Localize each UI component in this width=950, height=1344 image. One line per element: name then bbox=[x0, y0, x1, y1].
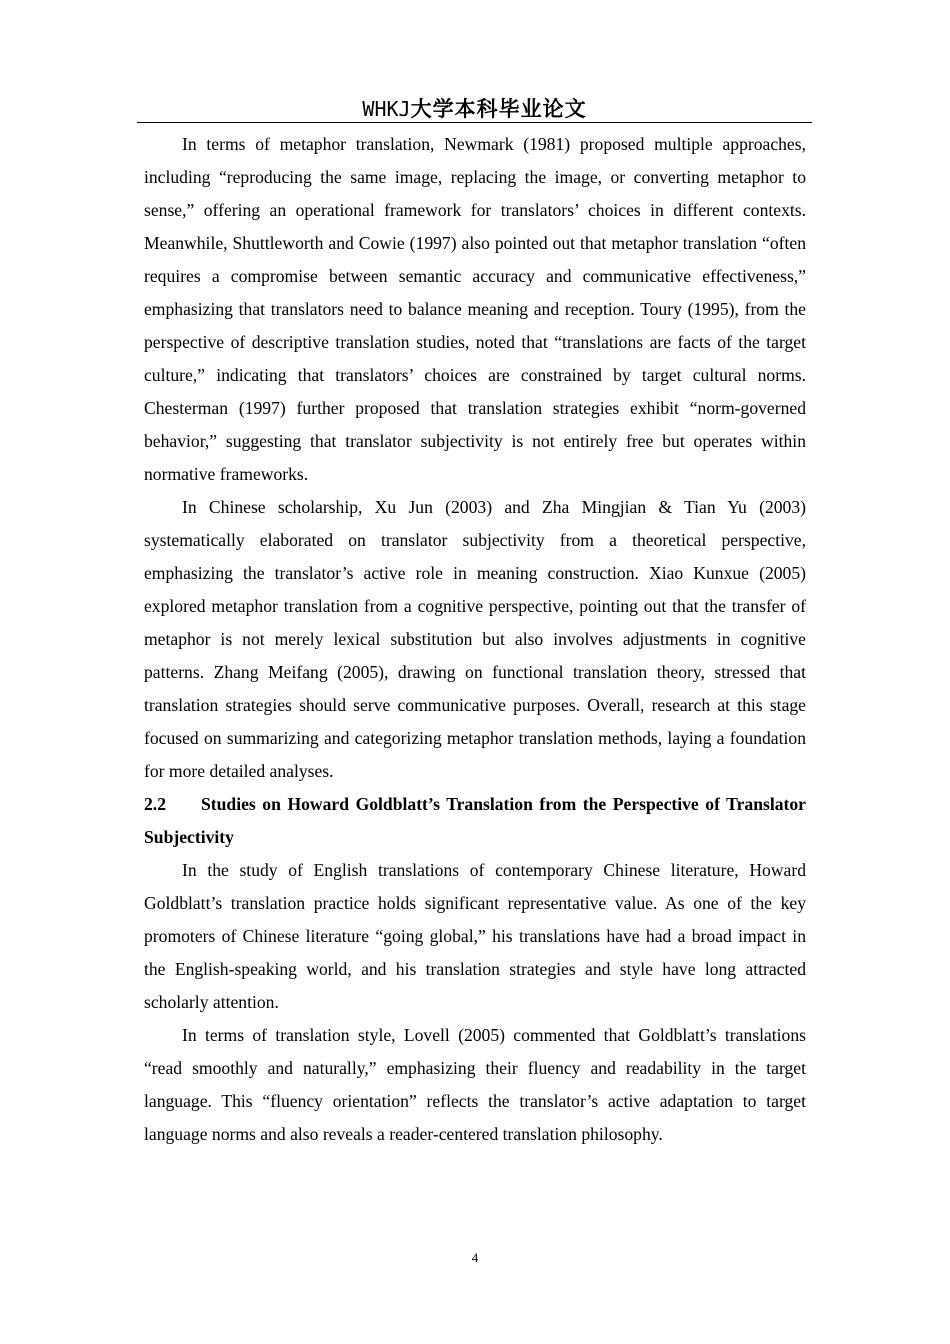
body-text bbox=[144, 128, 806, 1151]
paragraph-4: In terms of translation style, Lovell (2005) commented that Goldblatt’s translations “read smoothly and naturally,” emphasizing their fluency and readability in the target language. This “fluency orientation” reflects the translator’s active adaptation to target language norms and also reveals a reader-centered translation philosophy. bbox=[144, 1025, 806, 1144]
paragraph-2: In Chinese scholarship, Xu Jun (2003) and Zha Mingjian & Tian Yu (2003) systematically elaborated on translator subjectivity from a theoretical perspective, emphasizing the translator’s active role in meaning construction. Xiao Kunxue (2005) explored metaphor translation from a cognitive perspective, pointing out that the transfer of metaphor is not merely lexical substitution but also involves adjustments in cognitive patterns. Zhang Meifang (2005), drawing on functional translation theory, stressed that translation strategies should serve communicative purposes. Overall, research at this stage focused on summarizing and categorizing metaphor translation methods, laying a foundation for more detailed analyses. bbox=[144, 497, 806, 781]
header-school-code: WHKJ bbox=[362, 97, 411, 121]
paragraph-3: In the study of English translations of contemporary Chinese literature, Howard Goldblatt’s translation practice holds significant representative value. As one of the key promoters of Chinese literature “going global,” his translations have had a broad impact in the English-speaking world, and his translation strategies and style have long attracted scholarly attention. bbox=[144, 860, 806, 1012]
paragraph-1: In terms of metaphor translation, Newmark (1981) proposed multiple approaches, including “reproducing the same image, replacing the image, or converting metaphor to sense,” offering an operational framework for translators’ choices in different contexts. Meanwhile, Shuttleworth and Cowie (1997) also pointed out that metaphor translation “often requires a compromise between semantic accuracy and communicative effectiveness,” emphasizing that translators need to balance meaning and reception. Toury (1995), from the perspective of descriptive translation studies, noted that “translations are facts of the target culture,” indicating that translators’ choices are constrained by target cultural norms. Chesterman (1997) further proposed that translation strategies exhibit “norm-governed behavior,” suggesting that translator subjectivity is not entirely free but operates within normative frameworks. bbox=[144, 134, 806, 484]
header-thesis-title: 大学本科毕业论文 bbox=[410, 97, 587, 121]
section-number: 2.2 bbox=[144, 794, 166, 814]
page-header bbox=[137, 96, 812, 123]
section-heading bbox=[144, 788, 806, 854]
page-number: 4 bbox=[471, 1250, 479, 1265]
section-title: Studies on Howard Goldblatt’s Translation from the Perspective of Translator Subjectivity bbox=[144, 794, 806, 847]
